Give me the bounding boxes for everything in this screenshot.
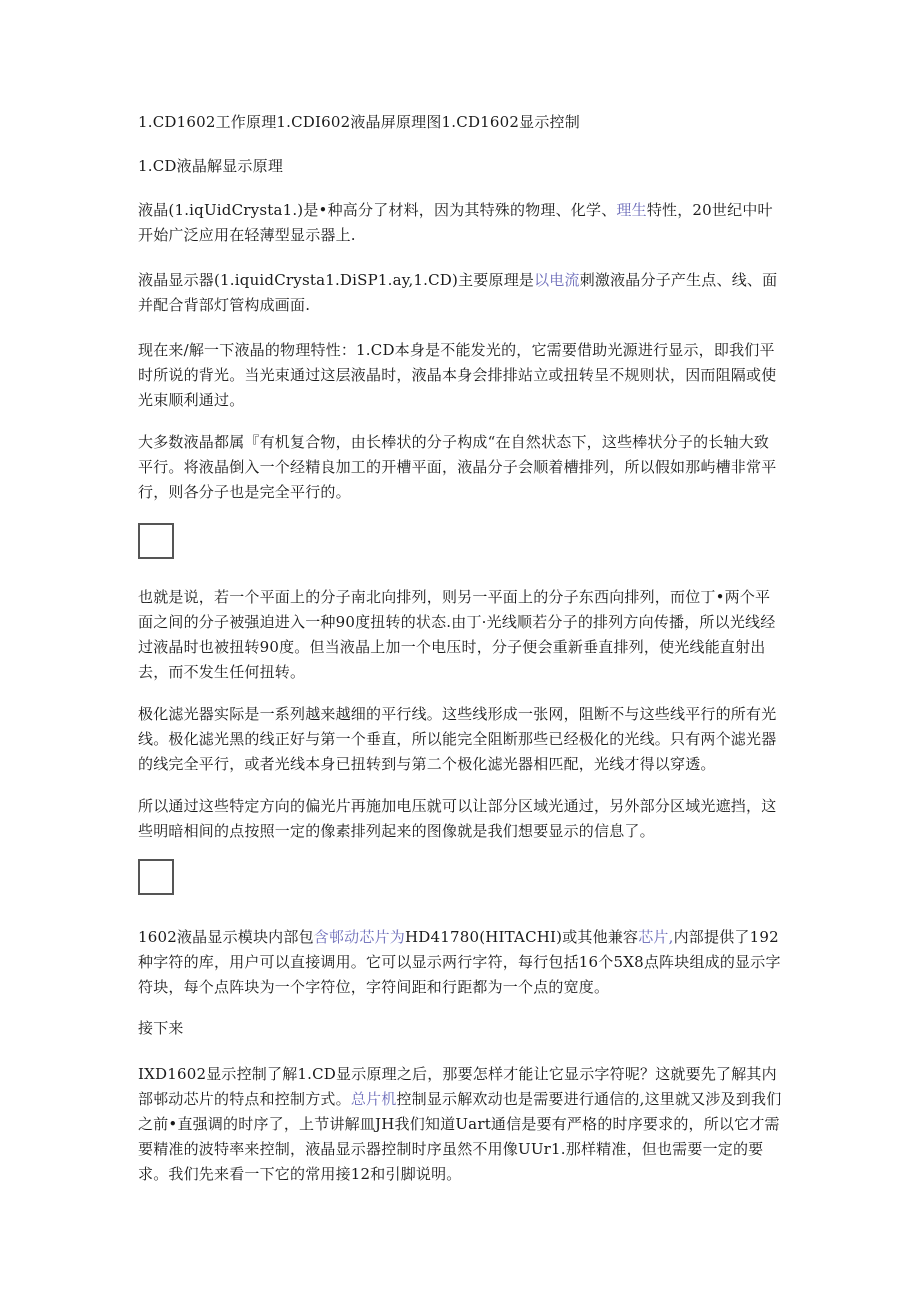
p1-text-b: 特性，20世纪中叶开始广泛应用在轻薄型显示器上. <box>138 201 773 244</box>
paragraph-physical-properties: 现在来/解一下液晶的物理特性：1.CD本身是不能发光的，它需要借助光源进行显示，即我们平时所说的背光。当光束通过这层液晶时，液晶本身会排排站立或扭转呈不规则状，因而阻隔或使光束顺利通过。 <box>138 341 777 409</box>
p8-text-a: 1602液晶显示模块内部包 <box>138 928 314 946</box>
paragraph-pixel-display: 所以通过这些特定方向的偏光片再施加电压就可以让部分区域光通过，另外部分区域光遮挡，这些明暗相间的点按照一定的像素排列起来的图像就是我们想要显示的信息了。 <box>138 797 777 840</box>
doc-heading-1: 1.CD1602工作原理1.CDI602液晶屏原理图1.CD1602显示控制 <box>138 113 580 131</box>
p2-link[interactable]: 以电流 <box>534 271 580 289</box>
paragraph-polarizer: 极化滤光器实际是一系列越来越细的平行线。这些线形成一张网，阻断不与这些线平行的所有光线。极化滤光黑的线正好与第一个垂直，所以能完全阻断那些已经极化的光线。只有两个滤光器的线完全平行，或者光线本身已扭转到与第二个极化滤光器相匹配，光线才得以穿透。 <box>138 705 777 773</box>
p2-text-b: 刺激液晶分子产生点、线、面并配合背部灯管构成画面. <box>138 271 778 314</box>
p2-text-a: 液晶显示器(1.iquidCrysta1.DiSP1.ay,1.CD)主要原理是 <box>138 271 535 289</box>
paragraph-liquid-crystal-intro <box>138 198 784 248</box>
p8-link-2[interactable]: 芯片, <box>638 928 674 946</box>
image-placeholder-1 <box>138 523 174 559</box>
paragraph-lcd-principle <box>138 268 784 318</box>
paragraph-display-control <box>138 1062 784 1187</box>
p1-text-a: 液晶(1.iqUidCrysta1.)是•种高分了材料，因为其特殊的物理、化学、 <box>138 201 617 219</box>
paragraph-1602-module <box>138 925 784 1000</box>
p8-text-b: HD41780(HITACHI)或其他兼容 <box>404 928 639 946</box>
paragraph-organic-compound: 大多数液晶都属『有机复合物，由长棒状的分子构成“在自然状态下，这些棒状分子的长轴大致平行。将液晶倒入一个经精良加工的开槽平面，液晶分子会顺着槽排列，所以假如那屿槽非常平行，则各分子也是完全平行的。 <box>138 433 777 501</box>
p10-text-a: IXD1602显示控制了解1.CD显示原理之后，那要怎样才能让它显示字符呢？这就要先了解其内部邨动芯片的特点和控制方式。 <box>138 1065 777 1108</box>
paragraph-twist: 也就是说，若一个平面上的分子南北向排列，则另一平面上的分子东西向排列，而位丁•两个平面之间的分子被强迫进入一种90度扭转的状态.由丁·光线顺若分子的排列方向传播，所以光线经过液晶时也被扭转90度。但当液晶上加一个电压时，分子便会重新垂直排列，使光线能直射出去，而不发生任何扭转。 <box>138 588 776 681</box>
p8-link-1[interactable]: 含邨动芯片为 <box>313 928 405 946</box>
p1-link[interactable]: 理生 <box>616 201 647 219</box>
p8-text-c: 内部提供了192种字符的库，用户可以直接调用。它可以显示两行字符，每行包括16个5X8点阵块组成的显示字符块，每个点阵块为一个字符位，字符间距和行距都为一个点的宽度。 <box>138 928 781 996</box>
image-placeholder-2 <box>138 859 174 895</box>
p10-link[interactable]: 总片机 <box>350 1090 397 1108</box>
doc-heading-2: 1.CD液晶解显示原理 <box>138 157 284 175</box>
p10-text-b: 控制显示解欢动也是需要进行通信的,这里就又涉及到我们之前•直强调的时序了，上节讲解皿JH我们知道Uart通信是要有严格的时序要求的，所以它才需要精准的波特率来控制，液晶显示器控制时序虽然不用像UUr1.那样精准，但也需要一定的要求。我们先来看一下它的常用接12和引脚说明。 <box>138 1090 782 1183</box>
paragraph-next: 接下来 <box>138 1019 184 1037</box>
